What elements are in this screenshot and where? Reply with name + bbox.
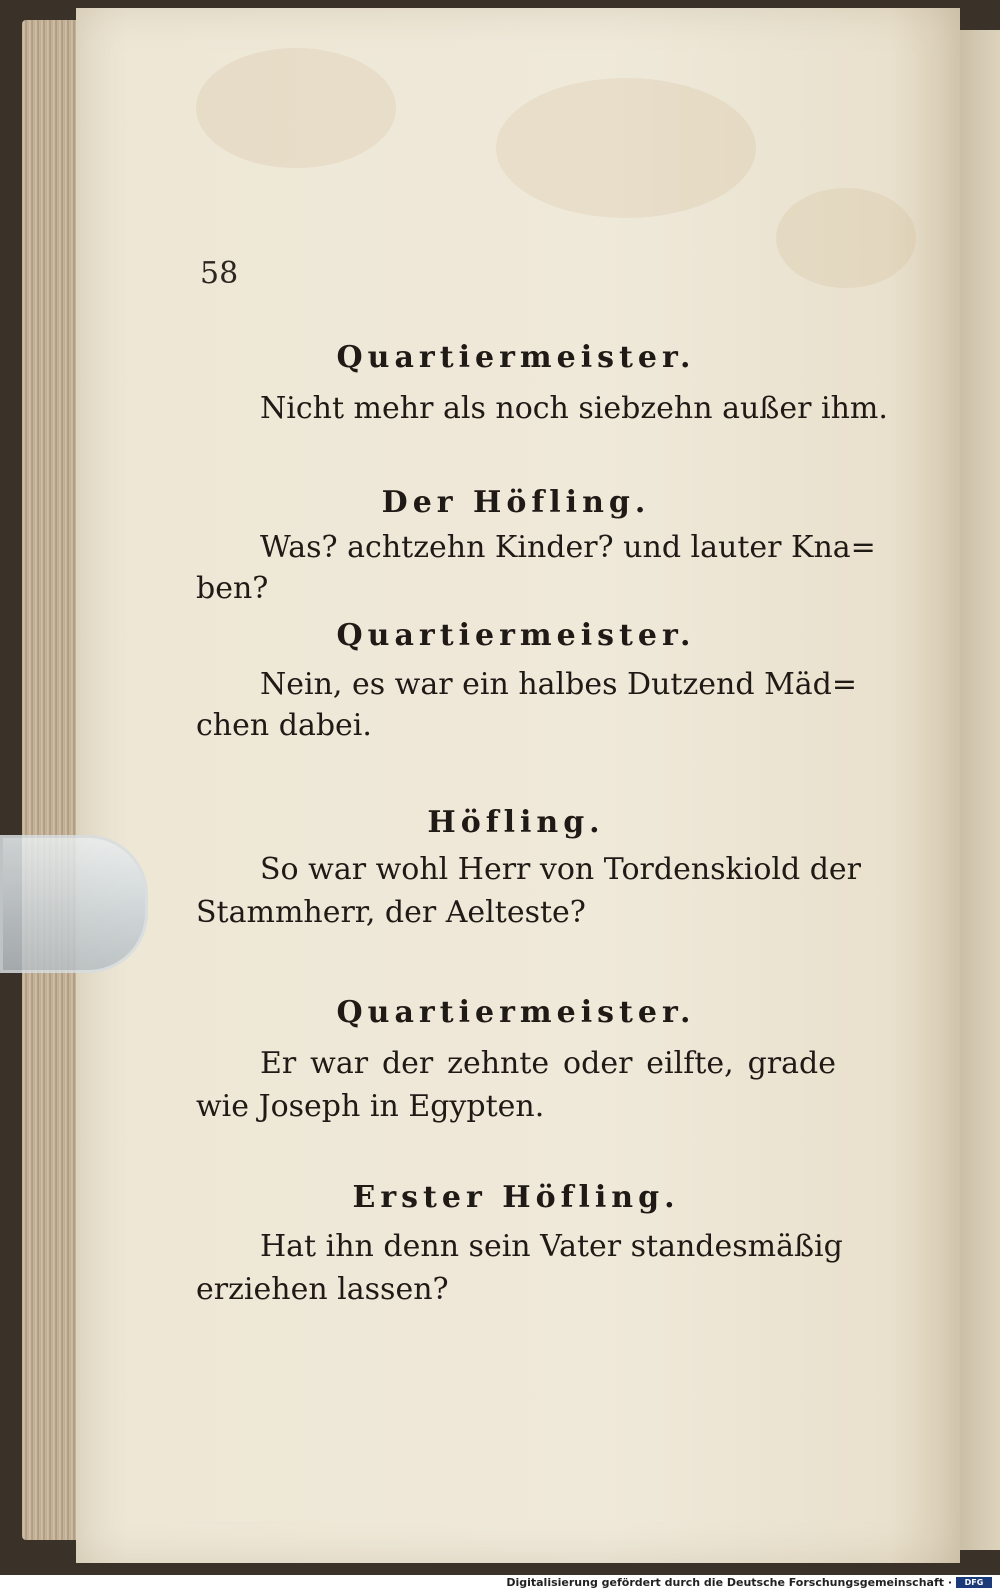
text-line: erziehen lassen? <box>196 1272 449 1307</box>
bookmark-tab <box>0 835 148 973</box>
text-line: Was? achtzehn Kinder? und lauter Kna= <box>260 530 876 565</box>
dialogue-block <box>196 1180 843 1307</box>
page-number: 58 <box>200 256 239 291</box>
text-line: Nicht mehr als noch siebzehn außer ihm. <box>260 391 888 426</box>
paper-stain <box>496 78 756 218</box>
paper-stain <box>196 48 396 168</box>
text-line: Er war der zehnte oder eilfte, grade <box>260 1046 836 1081</box>
dialogue-block <box>196 340 888 426</box>
text-line: Stammherr, der Aelteste? <box>196 895 586 930</box>
facing-page-edge <box>960 30 1000 1550</box>
text-line: Hat ihn denn sein Vater standesmäßig <box>260 1229 843 1264</box>
text-line: ben? <box>196 571 269 606</box>
dfg-logo: DFG <box>956 1577 992 1588</box>
dialogue-block <box>196 485 876 606</box>
speaker-name: Erster Höfling. <box>352 1180 680 1215</box>
footer-bar <box>0 1575 1000 1590</box>
speaker-name: Höfling. <box>427 805 605 840</box>
text-line: wie Joseph in Egypten. <box>196 1089 545 1124</box>
dialogue-block <box>196 805 862 930</box>
text-line: chen dabei. <box>196 708 372 743</box>
paper-stain <box>776 188 916 288</box>
speaker-name: Quartiermeister. <box>336 340 696 375</box>
page-edges <box>22 20 82 1540</box>
dialogue-block <box>196 618 858 743</box>
speaker-name: Der Höfling. <box>381 485 651 520</box>
speaker-name: Quartiermeister. <box>336 618 696 653</box>
dialogue-block <box>196 995 836 1124</box>
footer-credit: Digitalisierung gefördert durch die Deutsche Forschungsgemeinschaft · <box>506 1576 952 1589</box>
text-line: Nein, es war ein halbes Dutzend Mäd= <box>260 667 858 702</box>
book-page <box>76 8 960 1563</box>
text-line: So war wohl Herr von Tordenskiold der <box>260 852 862 887</box>
speaker-name: Quartiermeister. <box>336 995 696 1030</box>
